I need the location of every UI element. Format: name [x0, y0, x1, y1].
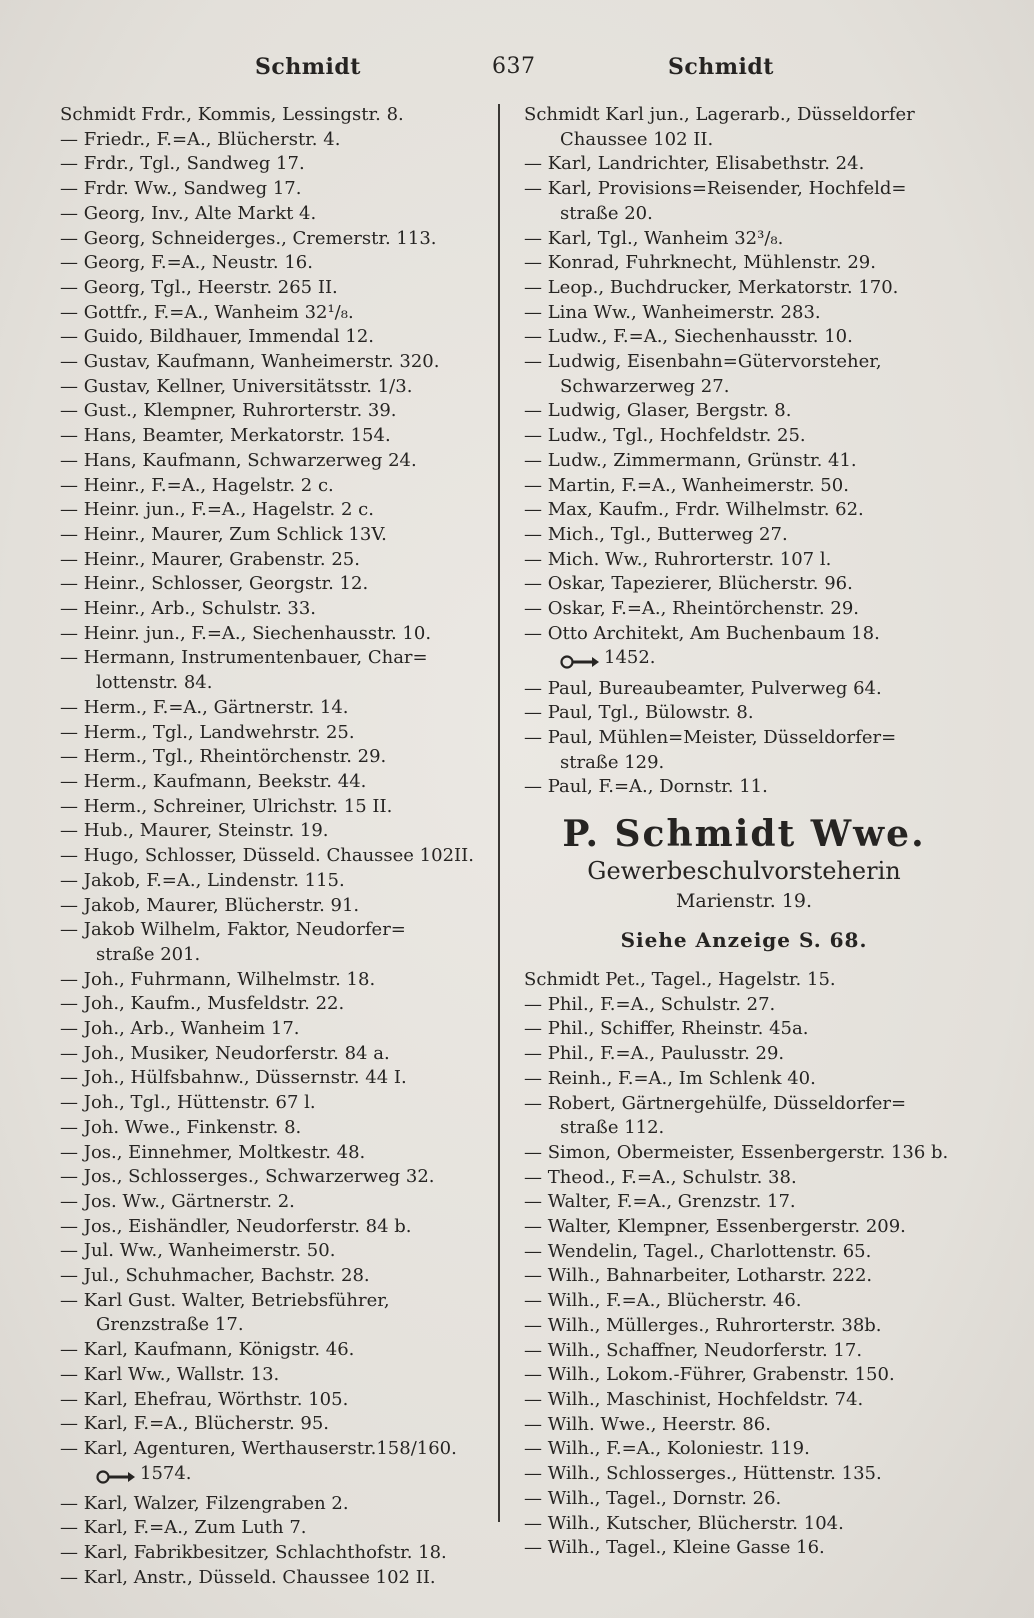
- entry-line: — Karl Ww., Wallstr. 13.: [60, 1363, 280, 1385]
- entry-line: — Karl, Landrichter, Elisabethstr. 24.: [524, 153, 865, 175]
- directory-entry: [60, 770, 490, 795]
- entry-line: — Ludw., Tgl., Hochfeldstr. 25.: [524, 425, 806, 447]
- directory-entry: [60, 1141, 490, 1166]
- entry-line: — Gustav, Kellner, Universitätsstr. 1/3.: [60, 375, 413, 397]
- directory-entry: [524, 1017, 964, 1042]
- entry-line: — Walter, F.=A., Grenzstr. 17.: [524, 1191, 796, 1213]
- directory-entry: [60, 646, 490, 695]
- entry-line: — Wilh., Tagel., Kleine Gasse 16.: [524, 1537, 825, 1559]
- directory-entry: [524, 548, 964, 573]
- directory-entry: [524, 993, 964, 1018]
- entry-line: — Hermann, Instrumentenbauer, Char=: [60, 647, 428, 669]
- entry-line: — Phil., Schiffer, Rheinstr. 45a.: [524, 1018, 809, 1040]
- entry-line: — Karl, Kaufmann, Königstr. 46.: [60, 1339, 355, 1361]
- entry-line: — Simon, Obermeister, Essenbergerstr. 136 b.: [524, 1141, 949, 1163]
- entry-line: — Heinr., Maurer, Grabenstr. 25.: [60, 548, 360, 570]
- directory-entry: [524, 103, 964, 152]
- directory-entry: [60, 375, 490, 400]
- entry-line: — Konrad, Fuhrknecht, Mühlenstr. 29.: [524, 252, 876, 274]
- entry-line: — Gust., Klempner, Ruhrorterstr. 39.: [60, 400, 397, 422]
- directory-entry: [60, 498, 490, 523]
- directory-entry: [60, 1516, 490, 1541]
- entry-line: — Karl, Walzer, Filzengraben 2.: [60, 1492, 349, 1514]
- column-divider: [498, 104, 500, 1522]
- entry-line: — Jakob, F.=A., Lindenstr. 115.: [60, 869, 345, 891]
- directory-entry: [524, 177, 964, 226]
- directory-entry: [60, 597, 490, 622]
- directory-entry: [60, 1338, 490, 1363]
- directory-entry: [524, 325, 964, 350]
- entry-line: — Wilh. Wwe., Heerstr. 86.: [524, 1413, 771, 1435]
- entry-line: — Karl, Agenturen, Werthauserstr.158/160.: [60, 1437, 457, 1459]
- entry-line: — Phil., F.=A., Paulusstr. 29.: [524, 1043, 785, 1065]
- left-column: [60, 103, 490, 1591]
- directory-entry: [60, 1264, 490, 1289]
- entry-line: — Heinr. jun., F.=A., Hagelstr. 2 c.: [60, 499, 374, 521]
- entry-line: — Lina Ww., Wanheimerstr. 283.: [524, 301, 821, 323]
- directory-entry: [60, 1091, 490, 1116]
- directory-entry: [60, 1363, 490, 1388]
- entry-line: — Theod., F.=A., Schulstr. 38.: [524, 1166, 797, 1188]
- entry-line: Schmidt Frdr., Kommis, Lessingstr. 8.: [60, 104, 404, 125]
- advertisement-name: P. Schmidt Wwe.: [562, 813, 926, 856]
- directory-entry: [60, 721, 490, 746]
- entry-continuation: Chaussee 102 II.: [560, 128, 714, 150]
- entry-line: — Karl, Ehefrau, Wörthstr. 105.: [60, 1388, 349, 1410]
- directory-entry: [60, 1165, 490, 1190]
- entry-line: — Wilh., F.=A., Koloniestr. 119.: [524, 1438, 810, 1460]
- directory-entry: [524, 276, 964, 301]
- directory-entry: [60, 1289, 490, 1338]
- entry-line: — Wilh., Maschinist, Hochfeldstr. 74.: [524, 1388, 864, 1410]
- entry-line: — Gustav, Kaufmann, Wanheimerstr. 320.: [60, 351, 440, 373]
- entry-continuation: straße 20.: [560, 202, 653, 224]
- directory-entry: [524, 1166, 964, 1191]
- entry-line: — Heinr., Schlosser, Georgstr. 12.: [60, 573, 369, 595]
- directory-entry: [60, 1215, 490, 1240]
- entry-line: — Hans, Beamter, Merkatorstr. 154.: [60, 425, 391, 447]
- entry-line: — Jos., Eishändler, Neudorferstr. 84 b.: [60, 1215, 412, 1237]
- directory-entry: [60, 128, 490, 153]
- directory-entry: [524, 474, 964, 499]
- entry-line: — Karl Gust. Walter, Betriebsführer,: [60, 1289, 390, 1311]
- entry-line: — Friedr., F.=A., Blücherstr. 4.: [60, 128, 341, 150]
- directory-entry: [524, 152, 964, 177]
- telephone-number-text: 1452.: [604, 647, 656, 669]
- directory-entry: [60, 622, 490, 647]
- entry-line: — Wilh., Schlosserges., Hüttenstr. 135.: [524, 1463, 882, 1485]
- entry-line: — Hub., Maurer, Steinstr. 19.: [60, 820, 329, 842]
- directory-entry: [524, 1092, 964, 1141]
- directory-entry: [60, 869, 490, 894]
- header-left: Schmidt: [255, 54, 361, 80]
- entry-line: — Jos. Ww., Gärtnerstr. 2.: [60, 1190, 295, 1212]
- directory-entry: [524, 1215, 964, 1240]
- directory-entry: [60, 1066, 490, 1091]
- entry-line: — Oskar, F.=A., Rheintörchenstr. 29.: [524, 598, 859, 620]
- entry-line: — Herm., Tgl., Rheintörchenstr. 29.: [60, 746, 387, 768]
- directory-entry: [60, 819, 490, 844]
- entry-line: Schmidt Karl jun., Lagerarb., Düsseldorfer: [524, 104, 915, 125]
- directory-entry: [60, 1116, 490, 1141]
- entry-line: — Karl, Fabrikbesitzer, Schlachthofstr. 18.: [60, 1542, 447, 1564]
- directory-entry: [524, 572, 964, 597]
- directory-entry: [60, 1492, 490, 1517]
- entry-line: — Ludwig, Glaser, Bergstr. 8.: [524, 400, 792, 422]
- directory-entry: [60, 572, 490, 597]
- entry-line: — Ludw., Zimmermann, Grünstr. 41.: [524, 449, 857, 471]
- directory-entry: [60, 449, 490, 474]
- entry-line: — Herm., Tgl., Landwehrstr. 25.: [60, 721, 355, 743]
- entry-line: — Ludw., F.=A., Siechenhausstr. 10.: [524, 326, 853, 348]
- directory-entry: [524, 399, 964, 424]
- directory-entry: [524, 1067, 964, 1092]
- directory-entry: [60, 1437, 490, 1462]
- entry-line: — Martin, F.=A., Wanheimerstr. 50.: [524, 474, 849, 496]
- telephone-key-icon: [560, 652, 600, 666]
- entry-line: — Wilh., Müllerges., Ruhrorterstr. 38b.: [524, 1314, 882, 1336]
- entry-line: Schmidt Pet., Tagel., Hagelstr. 15.: [524, 969, 836, 991]
- entry-line: — Heinr. jun., F.=A., Siechenhausstr. 10.: [60, 622, 432, 644]
- entry-line: — Heinr., Arb., Schulstr. 33.: [60, 598, 317, 620]
- directory-entry: [524, 1141, 964, 1166]
- entry-line: — Wendelin, Tagel., Charlottenstr. 65.: [524, 1240, 872, 1262]
- directory-entry: [524, 968, 964, 993]
- entry-line: — Jakob, Maurer, Blücherstr. 91.: [60, 894, 360, 916]
- directory-entry: [524, 1487, 964, 1512]
- telephone-number: [60, 1462, 192, 1487]
- entry-line: — Wilh., Schaffner, Neudorferstr. 17.: [524, 1339, 863, 1361]
- directory-entry: [60, 424, 490, 449]
- entry-line: — Frdr. Ww., Sandweg 17.: [60, 178, 302, 200]
- entry-line: — Wilh., Tagel., Dornstr. 26.: [524, 1487, 782, 1509]
- entry-continuation: straße 112.: [560, 1117, 665, 1139]
- directory-entry: [60, 1388, 490, 1413]
- entry-line: — Herm., Kaufmann, Beekstr. 44.: [60, 770, 367, 792]
- directory-entry: [524, 1240, 964, 1265]
- page-number: 637: [492, 54, 536, 79]
- entry-line: — Georg, Inv., Alte Markt 4.: [60, 202, 317, 224]
- directory-entry: [524, 597, 964, 622]
- entry-line: — Heinr., F.=A., Hagelstr. 2 c.: [60, 474, 334, 496]
- entry-line: — Joh., Tgl., Hüttenstr. 67 l.: [60, 1092, 316, 1114]
- entry-line: — Wilh., F.=A., Blücherstr. 46.: [524, 1290, 802, 1312]
- directory-entry: [60, 795, 490, 820]
- directory-entry: [60, 350, 490, 375]
- entry-line: — Hugo, Schlosser, Düsseld. Chaussee 102II.: [60, 845, 474, 867]
- directory-entry: [60, 1190, 490, 1215]
- advertisement: [524, 814, 964, 954]
- entry-line: — Mich., Tgl., Butterweg 27.: [524, 523, 788, 545]
- entry-line: — Leop., Buchdrucker, Merkatorstr. 170.: [524, 276, 899, 298]
- entry-line: — Paul, Tgl., Bülowstr. 8.: [524, 702, 754, 724]
- advertisement-address: Marienstr. 19.: [675, 890, 813, 913]
- directory-entry: [524, 251, 964, 276]
- entry-line: — Phil., F.=A., Schulstr. 27.: [524, 993, 776, 1015]
- directory-entry: [524, 1339, 964, 1364]
- header-right: Schmidt: [668, 54, 774, 80]
- entry-continuation: lottenstr. 84.: [96, 672, 213, 694]
- entry-line: — Paul, Bureaubeamter, Pulverweg 64.: [524, 677, 882, 699]
- directory-entry: [524, 301, 964, 326]
- entry-line: — Paul, Mühlen=Meister, Düsseldorfer=: [524, 726, 897, 748]
- entry-line: — Herm., Schreiner, Ulrichstr. 15 II.: [60, 795, 393, 817]
- telephone-number: [524, 646, 656, 671]
- directory-entry: [60, 474, 490, 499]
- directory-entry: [60, 918, 490, 967]
- directory-entry: [60, 1541, 490, 1566]
- entry-continuation: straße 201.: [96, 943, 201, 965]
- directory-entry: [524, 1363, 964, 1388]
- directory-entry: [524, 1536, 964, 1561]
- directory-entry: [524, 1437, 964, 1462]
- directory-entry: [524, 1388, 964, 1413]
- entry-line: — Joh., Fuhrmann, Wilhelmstr. 18.: [60, 968, 376, 990]
- directory-entry: [60, 745, 490, 770]
- directory-entry: [524, 424, 964, 449]
- directory-entry: [60, 1412, 490, 1437]
- directory-entry: [60, 276, 490, 301]
- entry-line: — Georg, Tgl., Heerstr. 265 II.: [60, 276, 338, 298]
- entry-line: — Joh., Musiker, Neudorferstr. 84 a.: [60, 1042, 390, 1064]
- directory-entry: [524, 1190, 964, 1215]
- entry-line: — Karl, F.=A., Blücherstr. 95.: [60, 1413, 330, 1435]
- right-column-bottom: [524, 968, 964, 1561]
- directory-entry: [60, 844, 490, 869]
- directory-entry: [524, 1042, 964, 1067]
- entry-line: — Herm., F.=A., Gärtnerstr. 14.: [60, 696, 349, 718]
- directory-entry: [524, 622, 964, 647]
- directory-entry: [60, 227, 490, 252]
- entry-line: — Robert, Gärtnergehülfe, Düsseldorfer=: [524, 1092, 907, 1114]
- entry-line: — Karl, Provisions=Reisender, Hochfeld=: [524, 178, 907, 200]
- directory-entry: [60, 548, 490, 573]
- directory-entry: [60, 1566, 490, 1591]
- entry-line: — Jul. Ww., Wanheimerstr. 50.: [60, 1240, 336, 1262]
- directory-entry: [524, 350, 964, 399]
- advertisement-reference: Siehe Anzeige S. 68.: [620, 928, 868, 953]
- entry-continuation: straße 129.: [560, 751, 665, 773]
- directory-entry: [524, 775, 964, 800]
- entry-line: — Wilh., Kutscher, Blücherstr. 104.: [524, 1512, 844, 1534]
- telephone-key-icon: [96, 1467, 136, 1481]
- directory-entry: [524, 1264, 964, 1289]
- entry-line: — Karl, Tgl., Wanheim 32³/₈.: [524, 227, 784, 249]
- entry-line: — Ludwig, Eisenbahn=Gütervorsteher,: [524, 351, 882, 373]
- entry-line: — Reinh., F.=A., Im Schlenk 40.: [524, 1067, 816, 1089]
- directory-entry: [524, 1512, 964, 1537]
- directory-entry: [524, 1413, 964, 1438]
- directory-entry: [60, 152, 490, 177]
- entry-line: — Hans, Kaufmann, Schwarzerweg 24.: [60, 449, 417, 471]
- directory-entry: [524, 1314, 964, 1339]
- entry-line: — Mich. Ww., Ruhrorterstr. 107 l.: [524, 548, 832, 570]
- directory-entry: [60, 968, 490, 993]
- entry-line: — Georg, Schneiderges., Cremerstr. 113.: [60, 227, 437, 249]
- directory-entry: [60, 696, 490, 721]
- directory-entry: [524, 701, 964, 726]
- entry-line: — Paul, F.=A., Dornstr. 11.: [524, 776, 768, 798]
- directory-entry: [60, 1017, 490, 1042]
- entry-line: — Guido, Bildhauer, Immendal 12.: [60, 326, 375, 348]
- directory-entry: [524, 227, 964, 252]
- entry-line: — Jul., Schuhmacher, Bachstr. 28.: [60, 1265, 370, 1287]
- entry-line: — Wilh., Bahnarbeiter, Lotharstr. 222.: [524, 1265, 873, 1287]
- right-column: [524, 103, 964, 1561]
- entry-line: — Jos., Einnehmer, Moltkestr. 48.: [60, 1141, 366, 1163]
- entry-line: — Max, Kaufm., Frdr. Wilhelmstr. 62.: [524, 499, 864, 521]
- entry-line: — Wilh., Lokom.-Führer, Grabenstr. 150.: [524, 1364, 895, 1386]
- entry-line: — Oskar, Tapezierer, Blücherstr. 96.: [524, 573, 853, 595]
- directory-entry: [60, 399, 490, 424]
- directory-entry: [524, 1289, 964, 1314]
- entry-line: — Heinr., Maurer, Zum Schlick 13V.: [60, 523, 387, 545]
- entry-line: — Karl, Anstr., Düsseld. Chaussee 102 II.: [60, 1566, 436, 1588]
- entry-line: — Jos., Schlosserges., Schwarzerweg 32.: [60, 1166, 435, 1188]
- directory-entry: [60, 202, 490, 227]
- entry-line: — Jakob Wilhelm, Faktor, Neudorfer=: [60, 919, 406, 941]
- directory-entry: [60, 103, 490, 128]
- entry-line: — Gottfr., F.=A., Wanheim 32¹/₈.: [60, 301, 354, 323]
- directory-entry: [524, 726, 964, 775]
- entry-continuation: Grenzstraße 17.: [96, 1314, 244, 1336]
- directory-entry: [524, 523, 964, 548]
- entry-line: — Karl, F.=A., Zum Luth 7.: [60, 1517, 307, 1539]
- telephone-number-text: 1574.: [140, 1462, 192, 1484]
- directory-entry: [60, 301, 490, 326]
- entry-line: — Frdr., Tgl., Sandweg 17.: [60, 153, 305, 175]
- entry-line: — Joh., Arb., Wanheim 17.: [60, 1018, 300, 1040]
- directory-entry: [60, 523, 490, 548]
- entry-line: — Georg, F.=A., Neustr. 16.: [60, 252, 313, 274]
- entry-line: — Walter, Klempner, Essenbergerstr. 209.: [524, 1216, 906, 1238]
- directory-entry: [60, 325, 490, 350]
- directory-entry: [60, 1239, 490, 1264]
- directory-entry: [524, 498, 964, 523]
- entry-line: — Otto Architekt, Am Buchenbaum 18.: [524, 622, 880, 644]
- directory-entry: [524, 677, 964, 702]
- directory-entry: [60, 894, 490, 919]
- directory-entry: [524, 449, 964, 474]
- entry-line: — Joh., Kaufm., Musfeldstr. 22.: [60, 993, 345, 1015]
- directory-entry: [60, 177, 490, 202]
- entry-line: — Joh., Hülfsbahnw., Düssernstr. 44 I.: [60, 1067, 407, 1089]
- entry-continuation: Schwarzerweg 27.: [560, 375, 730, 397]
- directory-entry: [60, 1042, 490, 1067]
- directory-entry: [60, 251, 490, 276]
- advertisement-title: Gewerbeschulvorsteherin: [587, 857, 901, 886]
- right-column-top: [524, 103, 964, 800]
- entry-line: — Joh. Wwe., Finkenstr. 8.: [60, 1116, 302, 1138]
- directory-entry: [60, 992, 490, 1017]
- directory-entry: [524, 1462, 964, 1487]
